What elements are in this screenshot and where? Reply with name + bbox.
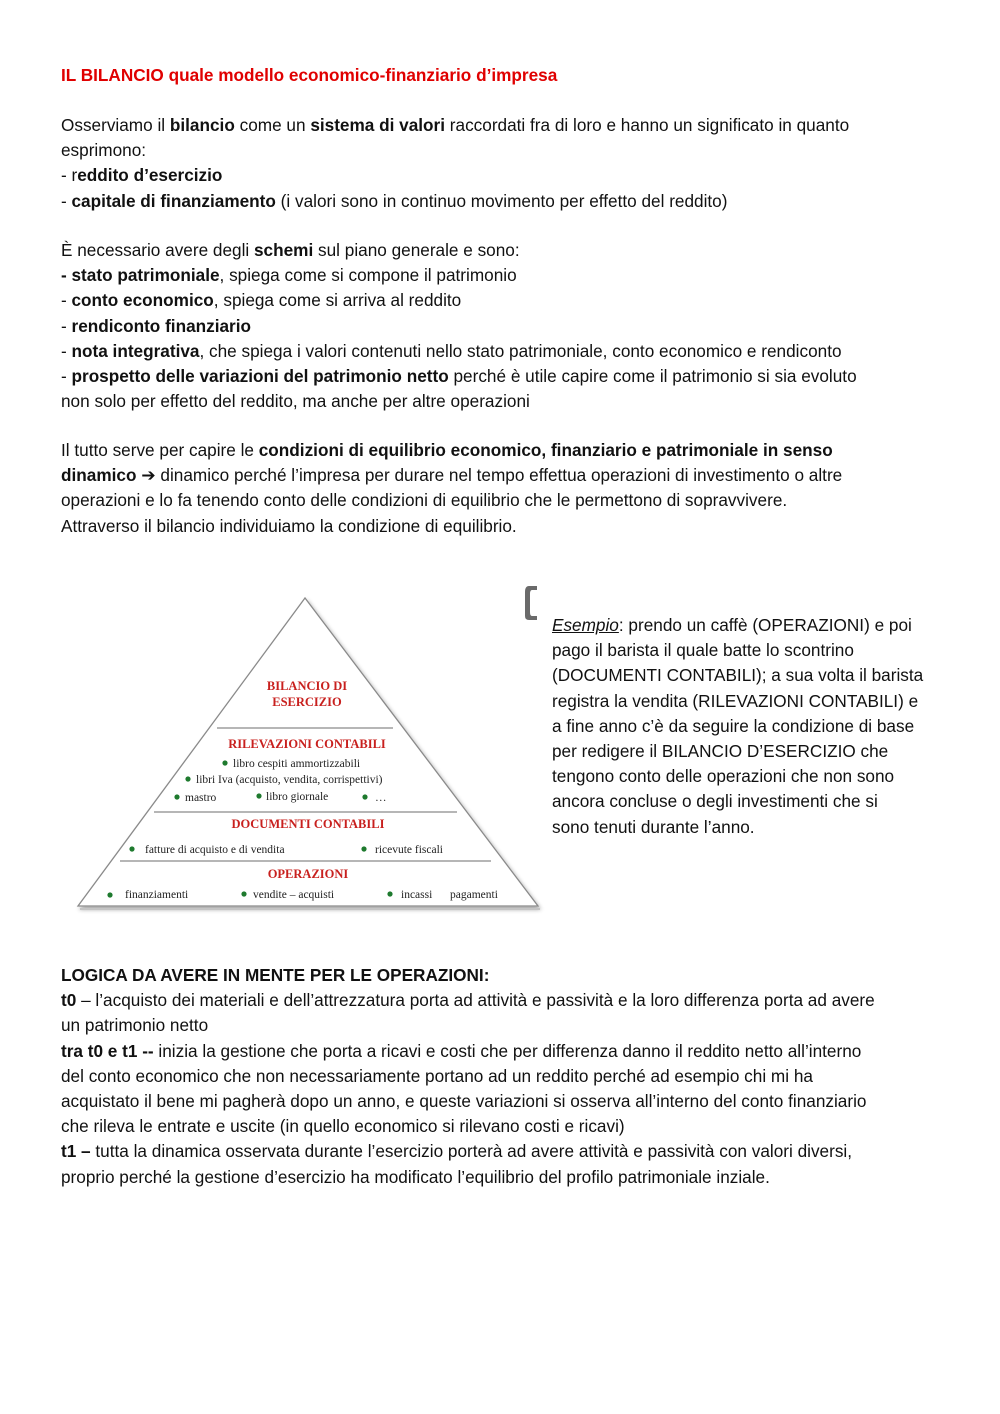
bullet-icon: [361, 846, 366, 851]
equilibrio-paragraph: [61, 438, 941, 539]
ril-item-3: mastro: [185, 792, 217, 804]
equilibrio-line-2: [61, 463, 941, 488]
documenti-title: DOCUMENTI CONTABILI: [231, 817, 385, 831]
logica-tra-line-2: del conto economico che non necessariamente portano ad un reddito perché ad esempio chi mi ha: [61, 1065, 813, 1086]
doc-item-1: fatture di acquisto e di vendita: [145, 844, 285, 856]
schemi-line-5: [61, 339, 941, 364]
rilevazioni-title: RILEVAZIONI CONTABILI: [228, 737, 386, 751]
logica-t1-line-1: [61, 1139, 941, 1164]
op-item-4: pagamenti: [450, 889, 498, 901]
schemi-line-1: [61, 238, 941, 263]
bold-term: t1 –: [61, 1141, 91, 1162]
logica-heading: LOGICA DA AVERE IN MENTE PER LE OPERAZIONI:: [61, 965, 490, 985]
equilibrio-line-3: operazioni e lo fa tenendo conto delle condizioni di equilibrio che le permettono di sopravvivere.: [61, 490, 788, 511]
bullet-icon: [174, 794, 179, 799]
example-line-7: tengono conto delle operazioni che non sono: [552, 766, 895, 787]
bullet-icon: [241, 891, 246, 896]
bold-term: capitale di finanziamento: [71, 190, 276, 211]
text: sul piano generale e sono:: [313, 240, 520, 260]
bold-term: rendiconto finanziario: [71, 315, 252, 336]
text: Osserviamo il: [61, 115, 170, 135]
bold-term: prospetto delle variazioni del patrimonio netto: [71, 366, 449, 387]
page-title: IL BILANCIO quale modello economico-finanziario d’impresa: [61, 65, 558, 85]
op-item-3: incassi: [401, 889, 433, 901]
intro-paragraph: [61, 113, 941, 214]
example-paragraph: [552, 613, 947, 840]
bold-term: dinamico: [61, 465, 137, 486]
bullet-icon: [362, 794, 367, 799]
logica-t0-line-1: [61, 988, 941, 1013]
equilibrio-line-4: Attraverso il bilancio individuiamo la condizione di equilibrio.: [61, 515, 517, 536]
text: Il tutto serve per capire le: [61, 440, 259, 460]
example-line-5: a fine anno c’è da seguire la condizione di base: [552, 715, 915, 736]
text: – l’acquisto dei materiali e dell’attrezzatura porta ad attività e passività e la loro differenza porta ad avere: [76, 990, 875, 1011]
bullet-icon: [129, 846, 134, 851]
bold-term: - stato patrimoniale: [61, 265, 220, 286]
text: -: [61, 190, 72, 211]
page-tab-icon: [523, 586, 537, 620]
schemi-line-6: [61, 364, 941, 389]
text: È necessario avere degli: [61, 240, 254, 260]
schemi-line-4: [61, 314, 941, 339]
text: , spiega come si arriva al reddito: [213, 290, 462, 311]
bold-term: tra t0 e t1 --: [61, 1040, 154, 1061]
schemi-line-3: [61, 288, 941, 313]
text: dinamico perché l’impresa per durare nel tempo effettua operazioni di investimento o altre: [155, 465, 843, 486]
text: inizia la gestione che porta a ricavi e costi che per differenza danno il reddito netto all’interno: [153, 1040, 862, 1061]
intro-line-1: [61, 113, 941, 138]
bold-term: t0: [61, 990, 77, 1011]
bold-term: schemi: [254, 240, 314, 260]
logica-tra-line-3: acquistato il bene mi pagherà dopo un anno, e queste variazioni si osserva all’interno del conto finanziario: [61, 1091, 867, 1112]
text: -: [61, 315, 72, 336]
arrow-icon: ➔: [136, 465, 156, 486]
intro-line-3: [61, 163, 941, 188]
bullet-icon: [256, 793, 261, 798]
bold-term: sistema di valori: [310, 115, 446, 135]
logica-t1-line-2: proprio perché la gestione d’esercizio ha modificato l’equilibrio del profilo patrimoniale inziale.: [61, 1166, 770, 1187]
operazioni-title: OPERAZIONI: [267, 867, 349, 881]
ril-item-1: libro cespiti ammortizzabili: [233, 758, 361, 770]
text: perché è utile capire come il patrimonio si sia evoluto: [448, 366, 857, 387]
bold-term: nota integrativa: [71, 340, 200, 361]
logica-tra-line-4: che rileva le entrate e uscite (in quello economico si rilevano costi e ricavi): [61, 1116, 625, 1137]
schemi-paragraph: [61, 238, 941, 414]
bullet-icon: [107, 892, 112, 897]
text: , spiega come si compone il patrimonio: [219, 265, 517, 286]
text: -: [61, 340, 72, 361]
bold-term: bilancio: [169, 115, 235, 135]
text: -: [61, 366, 72, 387]
text: - r: [61, 165, 78, 186]
example-line-4: registra la vendita (RILEVAZIONI CONTABILI) e: [552, 690, 919, 711]
bilancio-label-1: BILANCIO DI: [266, 679, 348, 693]
schemi-line-2: [61, 263, 941, 288]
logica-t0-line-2: un patrimonio netto: [61, 1015, 209, 1036]
text: (i valori sono in continuo movimento per effetto del reddito): [275, 190, 728, 211]
op-item-1: finanziamenti: [125, 889, 189, 901]
text: -: [61, 290, 72, 311]
intro-line-2: esprimono:: [61, 140, 147, 161]
ril-item-2: libri Iva (acquisto, vendita, corrispettivi): [196, 774, 383, 786]
example-line-1: [552, 613, 947, 638]
schemi-line-7: non solo per effetto del reddito, ma anche per altre operazioni: [61, 391, 530, 412]
bullet-icon: [387, 891, 392, 896]
bullet-icon: [185, 776, 190, 781]
example-line-9: sono tenuti durante l’anno.: [552, 816, 755, 837]
text: tutta la dinamica osservata durante l’esercizio porterà ad avere attività e passività con valori diversi,: [90, 1141, 853, 1162]
ril-item-4: libro giornale: [266, 791, 329, 803]
equilibrio-line-1: [61, 438, 941, 463]
example-line-8: ancora concluse o degli investimenti che si: [552, 791, 878, 812]
bold-term: condizioni di equilibrio economico, finanziario e patrimoniale in senso: [258, 440, 833, 460]
logica-section: [61, 963, 941, 1190]
pyramid-diagram: [70, 593, 545, 918]
example-line-6: per redigere il BILANCIO D’ESERCIZIO che: [552, 741, 889, 762]
pyramid-outline: [78, 598, 538, 906]
bullet-icon: [222, 760, 227, 765]
bold-term: eddito d’esercizio: [77, 165, 223, 186]
bilancio-label-2: ESERCIZIO: [272, 695, 342, 709]
text: come un: [234, 115, 311, 135]
bold-term: conto economico: [71, 290, 214, 311]
doc-item-2: ricevute fiscali: [375, 844, 444, 856]
op-item-2: vendite – acquisti: [253, 889, 335, 901]
logica-tra-line-1: [61, 1039, 941, 1064]
example-line-2: pago il barista il quale batte lo scontrino: [552, 640, 854, 661]
example-line-3: (DOCUMENTI CONTABILI); a sua volta il barista: [552, 665, 924, 686]
intro-line-4: [61, 189, 941, 214]
text: : prendo un caffè (OPERAZIONI) e poi: [618, 615, 912, 635]
example-label: Esempio: [552, 615, 619, 635]
text: , che spiega i valori contenuti nello stato patrimoniale, conto economico e rendiconto: [199, 340, 842, 361]
ril-item-5: …: [375, 792, 387, 804]
text: raccordati fra di loro e hanno un significato in quanto: [445, 115, 850, 135]
